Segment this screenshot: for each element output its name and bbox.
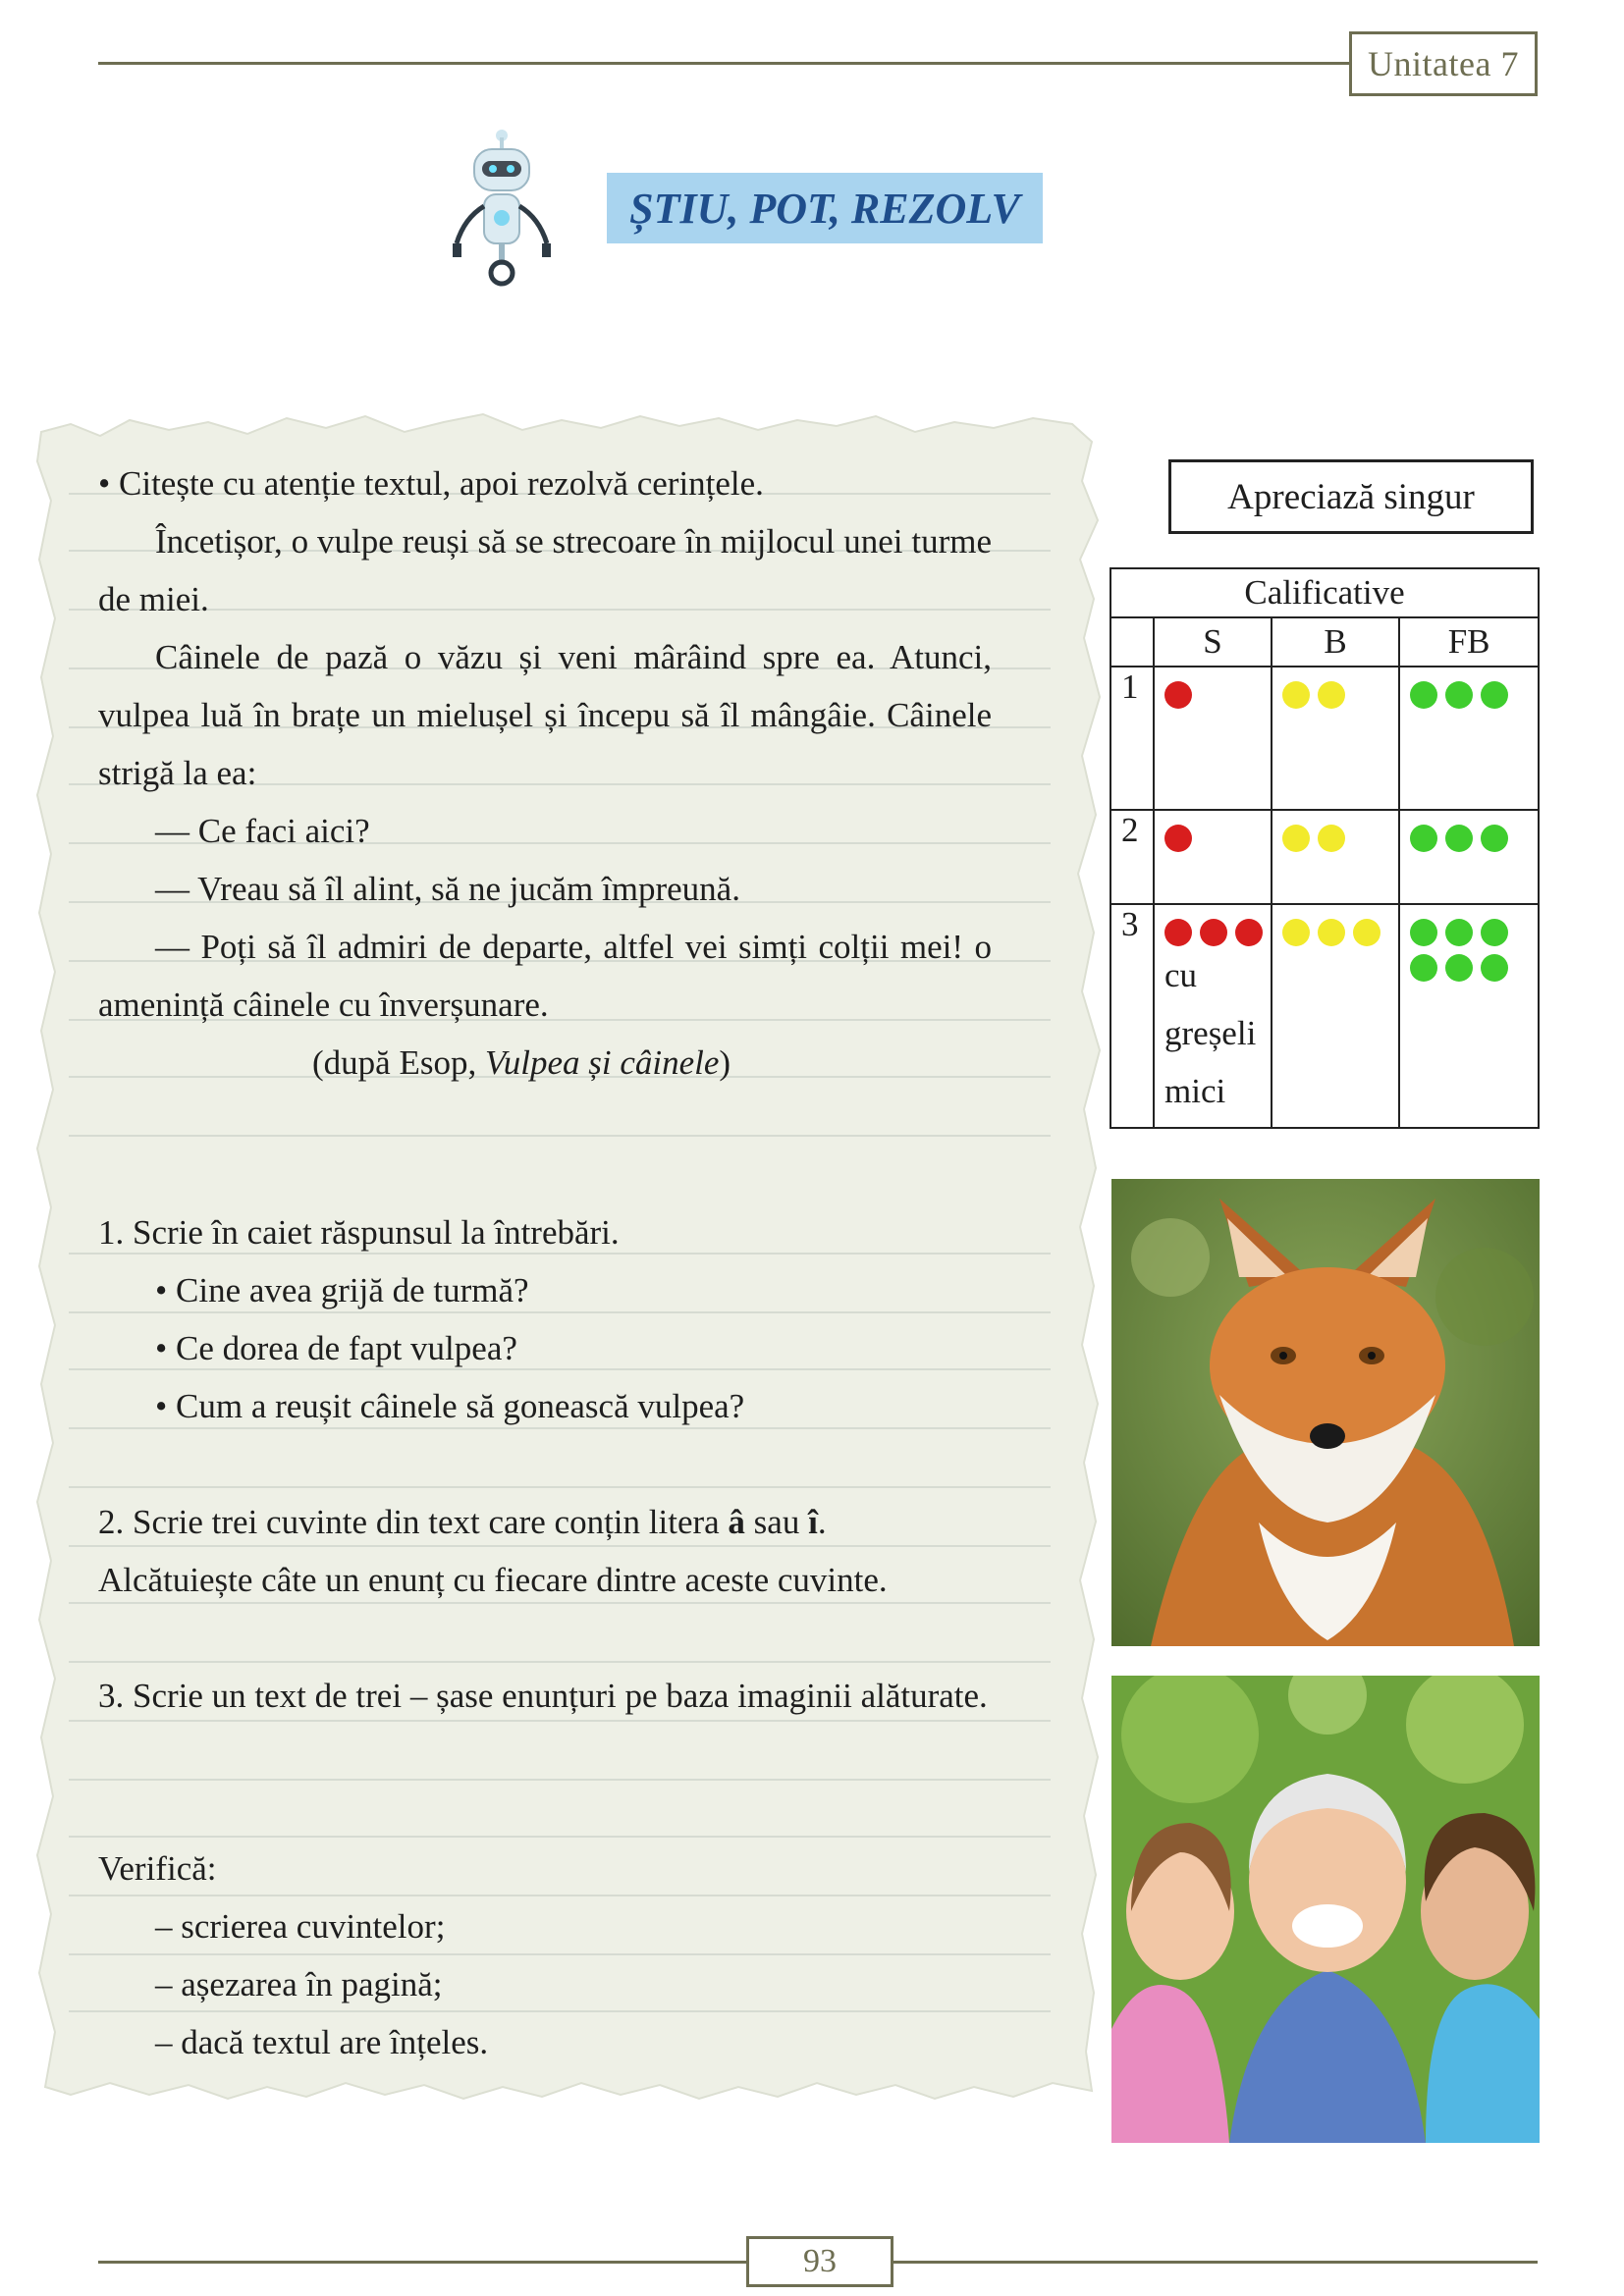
column-header-fb: FB: [1399, 617, 1539, 667]
check-title: Verifică:: [98, 1849, 217, 1888]
grade-dot: [1481, 825, 1508, 852]
dots-s: [1155, 667, 1271, 709]
grade-dot: [1410, 954, 1437, 982]
grade-dot: [1318, 825, 1345, 852]
column-header-s: S: [1154, 617, 1272, 667]
question-1: • Cine avea grijă de turmă?: [155, 1271, 529, 1309]
dialogue-line-1: — Ce faci aici?: [155, 812, 370, 850]
row-number: 2: [1110, 810, 1154, 904]
robot-icon: [447, 128, 557, 287]
reading-text: [98, 454, 992, 1092]
page-title: ȘTIU, POT, REZOLV: [607, 173, 1043, 243]
grading-table: [1110, 567, 1540, 1129]
cell-fb: [1399, 667, 1539, 810]
grade-dot: [1164, 825, 1192, 852]
cell-fb: [1399, 810, 1539, 904]
story-paragraph-2: Câinele de pază o văzu și veni mârâind spre ea. Atunci, vulpea luă în brațe un mielușel și începu să îl mângâie. Câinele strigă la ea:: [98, 638, 992, 792]
question-3: • Cum a reușit câinele să gonească vulpea?: [155, 1387, 745, 1425]
grade-dot: [1445, 954, 1473, 982]
check-item-3: – dacă textul are înțeles.: [155, 2023, 489, 2061]
check-item-1: – scrierea cuvintelor;: [155, 1907, 446, 1946]
question-2: • Ce dorea de fapt vulpea?: [155, 1329, 517, 1367]
cell-s: [1154, 667, 1272, 810]
dots-s: [1155, 811, 1271, 852]
dialogue-line-3: — Poți să îl admiri de departe, altfel vei simți colții mei! o amenință câinele cu înverșunare.: [98, 928, 992, 1024]
dots-fb: [1400, 667, 1538, 709]
self-assessment-title: Apreciază singur: [1168, 459, 1534, 534]
task-2-line-2: Alcătuiește câte un enunț cu fiecare dintre aceste cuvinte.: [98, 1561, 888, 1599]
header-rule: [98, 62, 1349, 65]
grade-dot: [1282, 681, 1310, 709]
dots-fb: [1400, 811, 1538, 852]
row-number: 1: [1110, 667, 1154, 810]
dots-s: [1155, 905, 1271, 946]
grade-dot: [1235, 919, 1263, 946]
grade-dot: [1164, 681, 1192, 709]
column-header-b: B: [1272, 617, 1399, 667]
cell-b: [1272, 810, 1399, 904]
family-photo: [1111, 1676, 1540, 2143]
task-3: [98, 1667, 992, 1725]
table-row: [1110, 810, 1539, 904]
row-number: 3: [1110, 904, 1154, 1128]
grade-dot: [1318, 919, 1345, 946]
grade-dot: [1200, 919, 1227, 946]
fox-photo: [1111, 1179, 1540, 1646]
dots-b: [1272, 811, 1398, 852]
cell-s: [1154, 904, 1272, 1128]
grade-dot: [1282, 919, 1310, 946]
task-1: [98, 1203, 992, 1435]
unit-label: Unitatea 7: [1349, 31, 1538, 96]
grade-dot: [1164, 919, 1192, 946]
grade-dot: [1410, 825, 1437, 852]
grade-dot: [1445, 919, 1473, 946]
corner-cell: [1110, 617, 1154, 667]
row-note: cu greșeli mici: [1164, 956, 1257, 1110]
table-title: Calificative: [1110, 568, 1539, 617]
dialogue-line-2: — Vreau să îl alint, să ne jucăm împreună.: [155, 870, 740, 908]
grade-dot: [1445, 825, 1473, 852]
cell-b: [1272, 667, 1399, 810]
table-row: [1110, 904, 1539, 1128]
dots-b: [1272, 905, 1398, 946]
check-item-2: – așezarea în pagină;: [155, 1965, 443, 2003]
grade-dot: [1282, 825, 1310, 852]
grade-dot: [1318, 681, 1345, 709]
dots-fb: [1400, 905, 1518, 982]
source-citation: (după Esop, Vulpea și câinele): [312, 1043, 731, 1082]
grade-dot: [1445, 681, 1473, 709]
task-3-text: 3. Scrie un text de trei – șase enunțuri pe baza imaginii alăturate.: [98, 1677, 988, 1715]
grade-dot: [1410, 919, 1437, 946]
task-2: [98, 1493, 992, 1609]
instruction: • Citește cu atenție textul, apoi rezolvă cerințele.: [98, 464, 764, 503]
grade-dot: [1481, 954, 1508, 982]
cell-fb: [1399, 904, 1539, 1128]
grade-dot: [1481, 681, 1508, 709]
grade-dot: [1481, 919, 1508, 946]
cell-b: [1272, 904, 1399, 1128]
story-paragraph-1: Încetișor, o vulpe reuși să se strecoare în mijlocul unei turme de miei.: [98, 522, 992, 618]
grade-dot: [1410, 681, 1437, 709]
cell-s: [1154, 810, 1272, 904]
task-2-text: 2. Scrie trei cuvinte din text care conțin litera â sau î.: [98, 1503, 827, 1541]
dots-b: [1272, 667, 1398, 709]
page-number: 93: [746, 2236, 893, 2287]
task-1-text: 1. Scrie în caiet răspunsul la întrebări.: [98, 1213, 620, 1252]
grade-dot: [1353, 919, 1380, 946]
table-row: [1110, 667, 1539, 810]
checklist: [98, 1840, 992, 2071]
